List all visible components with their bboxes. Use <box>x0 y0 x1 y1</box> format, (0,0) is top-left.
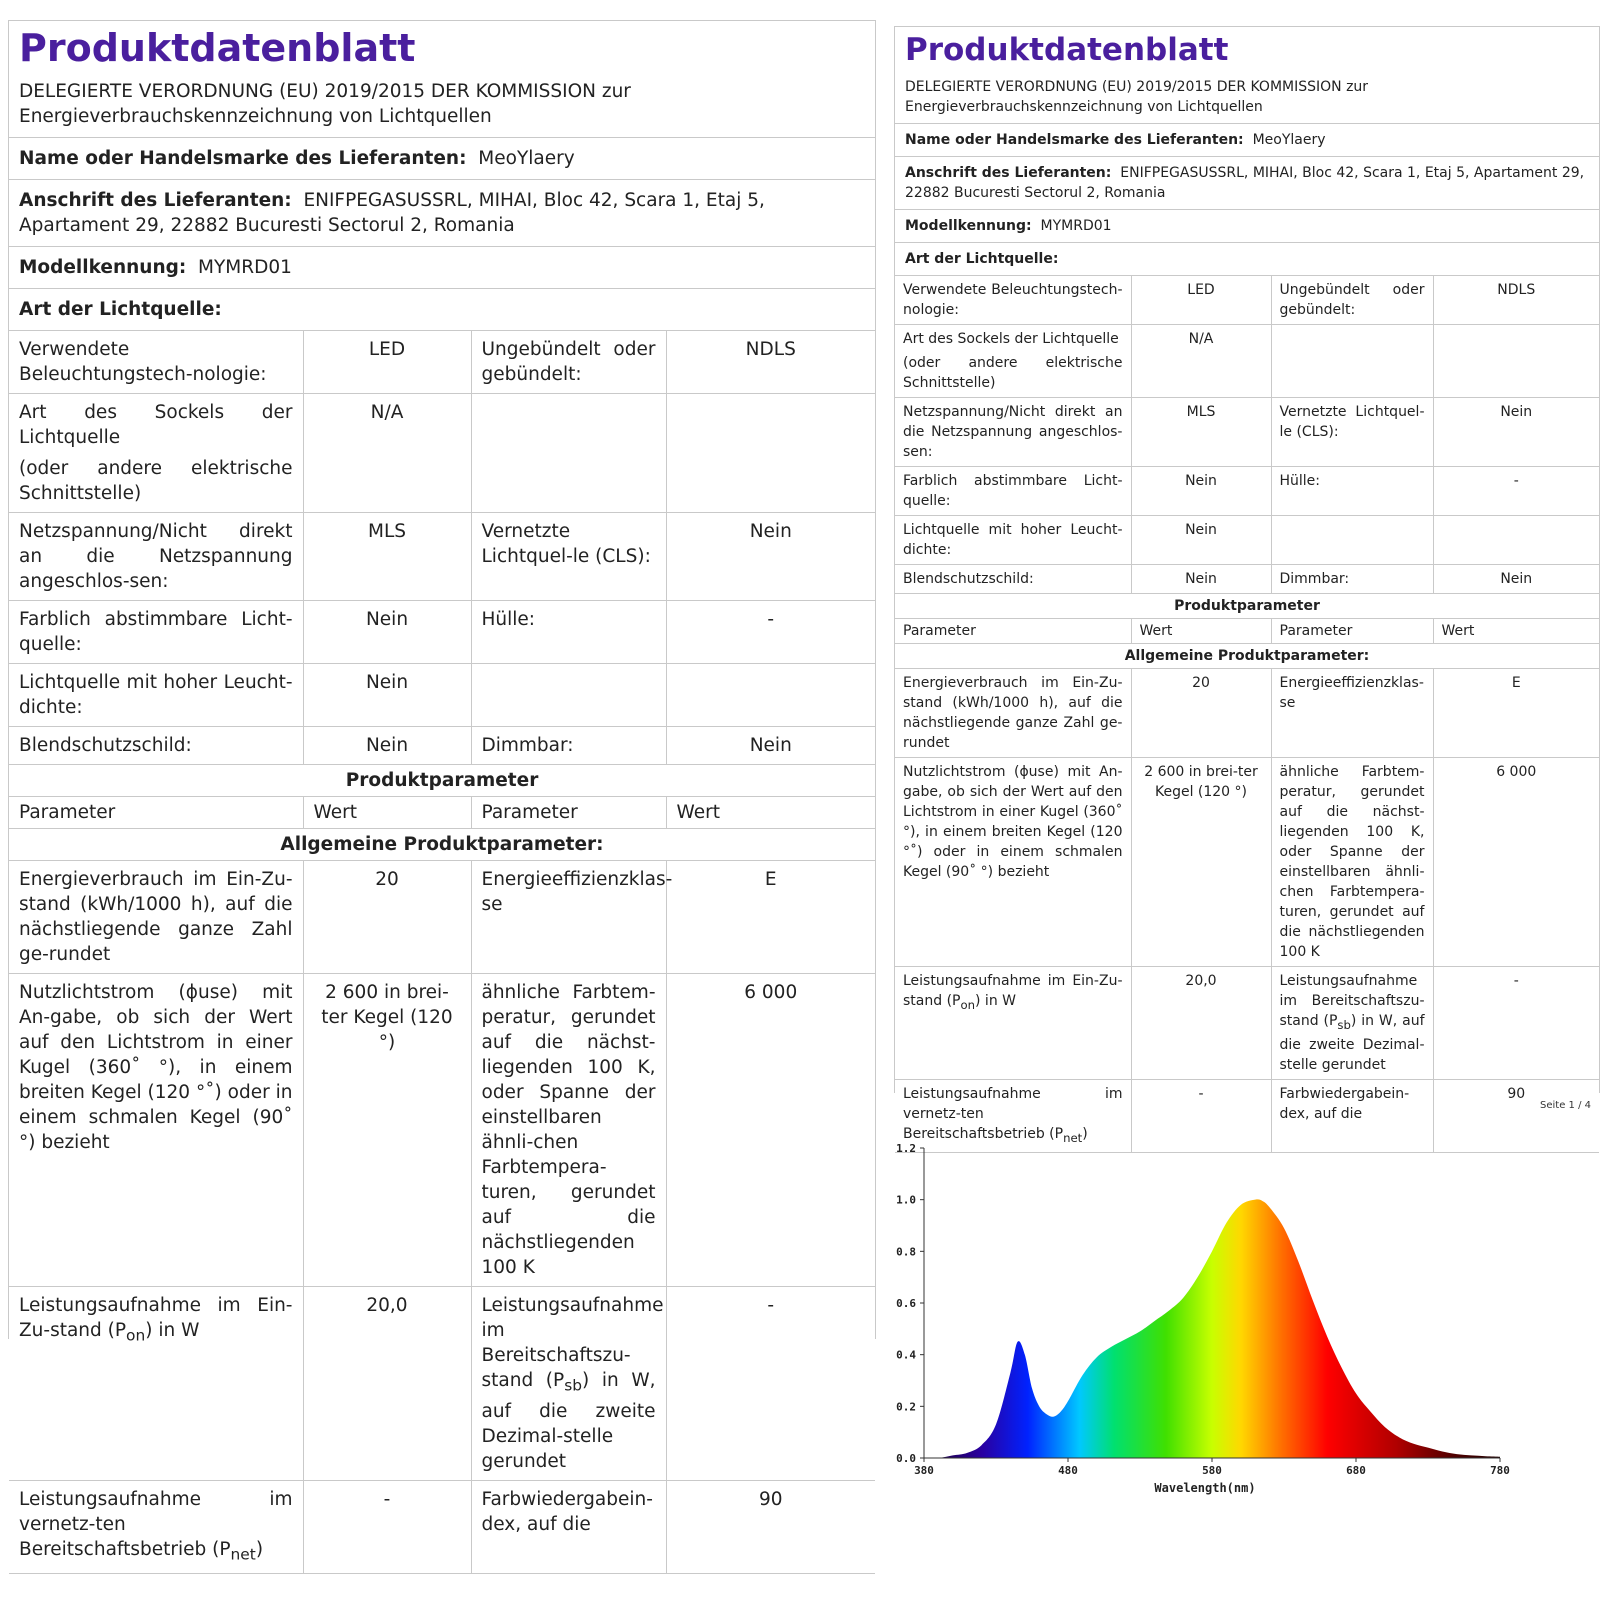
model-row <box>9 246 875 288</box>
spectrum-area <box>924 1199 1500 1458</box>
cell-text: ) <box>255 1538 264 1560</box>
table-cell: Nein <box>1433 565 1599 594</box>
table-cell: Netzspannung/Nicht direkt an die Netzspannung angeschlos-sen: <box>895 398 1131 467</box>
table-cell: Hülle: <box>1271 467 1433 516</box>
table-row <box>9 1480 875 1574</box>
table-cell: Farblich abstimmbare Licht-quelle: <box>9 601 303 664</box>
cell-line: (oder andere elektrische Schnittstelle) <box>19 458 293 504</box>
table-cell: Blendschutzschild: <box>9 727 303 765</box>
table-cell <box>1271 967 1433 1080</box>
table-cell: - <box>666 1287 875 1481</box>
address-row <box>9 179 875 246</box>
table-cell: Energieeffizienzklas-se <box>471 861 666 974</box>
column-header: Parameter <box>9 797 303 829</box>
table-cell: Blendschutzschild: <box>895 565 1131 594</box>
subscript: net <box>230 1545 256 1564</box>
cell-line: Art des Sockels der Lichtquelle <box>903 331 1119 347</box>
table-cell: 20,0 <box>1131 967 1271 1080</box>
x-axis-label: Wavelength(nm) <box>1154 1481 1256 1495</box>
table-cell <box>9 1480 303 1574</box>
column-header: Wert <box>1131 619 1271 644</box>
subscript: net <box>1063 1130 1083 1145</box>
table-cell: Nein <box>303 664 471 727</box>
x-tick-label: 480 <box>1058 1464 1078 1477</box>
table-cell <box>1433 325 1599 398</box>
cell-text: ) <box>1082 1125 1088 1142</box>
spectrum-chart-svg <box>880 1140 1580 1540</box>
section-heading: Allgemeine Produktparameter: <box>895 644 1599 669</box>
table-cell: Farblich abstimmbare Licht-quelle: <box>895 467 1131 516</box>
supplier-label: Name oder Handelsmarke des Lieferanten: <box>905 132 1244 148</box>
table-cell: E <box>1433 669 1599 758</box>
supplier-value: MeoYlaery <box>1252 132 1326 148</box>
column-header: Parameter <box>1271 619 1433 644</box>
table-cell: Farbwiedergabein-dex, auf die <box>471 1480 666 1574</box>
cell-text: Leistungsaufnahme im Bereitschaftszu-stand (P <box>481 1295 664 1391</box>
y-tick-label: 1.0 <box>896 1193 916 1207</box>
address-row <box>895 156 1599 209</box>
table-row <box>895 594 1599 619</box>
table-cell: Energieeffizienzklas-se <box>1271 669 1433 758</box>
table-cell: 6 000 <box>1433 758 1599 967</box>
table-cell <box>9 1287 303 1481</box>
datasheet-large <box>8 20 876 1564</box>
cell-line: Art des Sockels der Lichtquelle <box>19 402 293 448</box>
table-cell <box>1433 516 1599 565</box>
table-cell: Energieverbrauch im Ein-Zu-stand (kWh/1000 h), auf die nächstliegende ganze Zahl ge-rundet <box>895 669 1131 758</box>
address-value: ENIFPEGASUSSRL, MIHAI, Bloc 42, Scara 1, Etaj 5, Apartament 29, 22882 Bucuresti Sectorul 2, Romania <box>19 190 765 236</box>
table-cell: Verwendete Beleuchtungstech-nologie: <box>895 276 1131 325</box>
section-heading: Produktparameter <box>895 594 1599 619</box>
subscript: sb <box>564 1376 582 1395</box>
table-cell: Nein <box>303 601 471 664</box>
table-row <box>9 861 875 974</box>
table-header-row <box>9 797 875 829</box>
table-cell: 2 600 in brei-ter Kegel (120 °) <box>1131 758 1271 967</box>
table-cell <box>895 967 1131 1080</box>
cell-text: Leistungsaufnahme im vernetz-ten Bereitschaftsbetrieb (P <box>19 1488 293 1560</box>
table-cell: Nein <box>1131 565 1271 594</box>
table-row <box>895 967 1599 1080</box>
table-cell: 20 <box>303 861 471 974</box>
table-row <box>9 331 875 394</box>
table-row <box>9 765 875 797</box>
x-tick-label: 780 <box>1490 1464 1510 1477</box>
table-cell: ähnliche Farbtem-peratur, gerundet auf die nächst-liegenden 100 K, oder Spanne der einstellbaren ähnli-chen Farbtempera-turen, gerundet auf die nächstliegenden 100 K <box>1271 758 1433 967</box>
cell-text: ) in W <box>145 1320 200 1341</box>
spec-table <box>9 330 875 1574</box>
model-row <box>895 209 1599 242</box>
table-cell: 2 600 in brei-ter Kegel (120 °) <box>303 974 471 1287</box>
table-cell: MLS <box>1131 398 1271 467</box>
table-cell: Netzspannung/Nicht direkt an die Netzspannung angeschlos-sen: <box>9 513 303 601</box>
table-row <box>895 467 1599 516</box>
table-cell: NDLS <box>666 331 875 394</box>
table-row <box>895 398 1599 467</box>
table-cell: Nein <box>666 513 875 601</box>
supplier-row <box>895 123 1599 156</box>
table-cell <box>666 394 875 513</box>
table-cell: Vernetzte Lichtquel-le (CLS): <box>471 513 666 601</box>
light-type-heading: Art der Lichtquelle: <box>9 288 875 330</box>
table-cell: E <box>666 861 875 974</box>
table-cell: Ungebündelt oder gebündelt: <box>1271 276 1433 325</box>
cell-line: (oder andere elektrische Schnittstelle) <box>903 355 1123 391</box>
y-tick-label: 0.0 <box>896 1452 916 1465</box>
table-cell <box>9 394 303 513</box>
table-cell: MLS <box>303 513 471 601</box>
table-cell: Nein <box>1131 467 1271 516</box>
supplier-row <box>9 137 875 179</box>
table-header-row <box>895 619 1599 644</box>
table-cell: - <box>666 601 875 664</box>
table-cell <box>895 325 1131 398</box>
table-cell: 90 <box>1433 1079 1599 1152</box>
table-cell <box>1271 516 1433 565</box>
cell-text: Leistungsaufnahme im vernetz-ten Bereitschaftsbetrieb (P <box>903 1085 1123 1142</box>
table-cell: - <box>1433 467 1599 516</box>
cell-text: ) in W, auf die zweite Dezimal-stelle gerundet <box>1279 1013 1425 1073</box>
table-cell: - <box>1131 1079 1271 1152</box>
y-tick-label: 0.2 <box>896 1400 916 1414</box>
model-label: Modellkennung: <box>905 218 1032 234</box>
y-tick-label: 0.4 <box>896 1348 916 1362</box>
x-tick-label: 380 <box>914 1464 934 1477</box>
model-value: MYMRD01 <box>198 257 292 278</box>
table-cell: Dimmbar: <box>471 727 666 765</box>
table-cell <box>471 394 666 513</box>
table-row <box>895 758 1599 967</box>
table-cell: N/A <box>303 394 471 513</box>
table-cell: Verwendete Beleuchtungstech-nologie: <box>9 331 303 394</box>
plot-area <box>896 1142 1510 1477</box>
cell-text: Leistungsaufnahme im Ein-Zu-stand (P <box>19 1295 293 1341</box>
table-cell: Lichtquelle mit hoher Leucht-dichte: <box>895 516 1131 565</box>
cell-text: ) in W, auf die zweite Dezimal-stelle gerundet <box>481 1370 656 1472</box>
table-row <box>895 644 1599 669</box>
table-cell: - <box>303 1480 471 1574</box>
table-cell: ähnliche Farbtem-peratur, gerundet auf die nächst-liegenden 100 K, oder Spanne der einstellbaren ähnli-chen Farbtempera-turen, gerundet auf die nächstliegenden 100 K <box>471 974 666 1287</box>
spec-table <box>895 275 1599 1153</box>
x-tick-label: 580 <box>1202 1464 1222 1477</box>
y-tick-label: 0.6 <box>896 1297 916 1310</box>
table-row <box>895 565 1599 594</box>
table-cell <box>666 664 875 727</box>
table-row <box>895 516 1599 565</box>
table-row <box>895 669 1599 758</box>
column-header: Wert <box>666 797 875 829</box>
subscript: on <box>126 1326 146 1345</box>
table-cell: Dimmbar: <box>1271 565 1433 594</box>
table-cell: Lichtquelle mit hoher Leucht-dichte: <box>9 664 303 727</box>
table-row <box>9 394 875 513</box>
cell-text: Leistungsaufnahme im Bereitschaftszu-stand (P <box>1279 973 1425 1029</box>
address-label: Anschrift des Lieferanten: <box>19 190 292 211</box>
model-label: Modellkennung: <box>19 257 187 278</box>
table-cell: Nein <box>303 727 471 765</box>
table-cell: Nein <box>1433 398 1599 467</box>
column-header: Wert <box>303 797 471 829</box>
table-cell: N/A <box>1131 325 1271 398</box>
table-cell: Ungebündelt oder gebündelt: <box>471 331 666 394</box>
table-row <box>9 829 875 861</box>
address-value: ENIFPEGASUSSRL, MIHAI, Bloc 42, Scara 1, Etaj 5, Apartament 29, 22882 Bucuresti Sectorul 2, Romania <box>905 165 1585 201</box>
section-heading: Produktparameter <box>9 765 875 797</box>
light-type-heading: Art der Lichtquelle: <box>895 242 1599 275</box>
supplier-label: Name oder Handelsmarke des Lieferanten: <box>19 148 467 169</box>
table-cell: 20,0 <box>303 1287 471 1481</box>
table-cell <box>471 664 666 727</box>
table-row <box>9 727 875 765</box>
table-cell: - <box>1433 967 1599 1080</box>
supplier-value: MeoYlaery <box>478 148 575 169</box>
subscript: on <box>960 997 976 1012</box>
table-cell: 6 000 <box>666 974 875 1287</box>
table-row <box>9 664 875 727</box>
table-row <box>895 276 1599 325</box>
table-cell: Nein <box>666 727 875 765</box>
table-cell: 20 <box>1131 669 1271 758</box>
table-cell: Vernetzte Lichtquel-le (CLS): <box>1271 398 1433 467</box>
table-cell: Nutzlichtstrom (ϕuse) mit An-gabe, ob sich der Wert auf den Lichtstrom in einer Kugel (360˚ °), in einem breiten Kegel (120 °˚) oder in einem schmalen Kegel (90˚ °) bezieht <box>9 974 303 1287</box>
table-cell: Hülle: <box>471 601 666 664</box>
column-header: Wert <box>1433 619 1599 644</box>
y-tick-label: 0.8 <box>896 1245 916 1259</box>
table-cell <box>471 1287 666 1481</box>
model-value: MYMRD01 <box>1040 218 1112 234</box>
page-number: Seite 1 / 4 <box>1540 1100 1591 1111</box>
spectrum-chart <box>880 1140 1580 1540</box>
y-tick-label: 1.2 <box>896 1142 916 1155</box>
table-cell: Energieverbrauch im Ein-Zu-stand (kWh/1000 h), auf die nächstliegende ganze Zahl ge-rundet <box>9 861 303 974</box>
address-label: Anschrift des Lieferanten: <box>905 165 1112 181</box>
table-cell: LED <box>1131 276 1271 325</box>
regulation-text: DELEGIERTE VERORDNUNG (EU) 2019/2015 DER KOMMISSION zur Energieverbrauchskennzeichnung von Lichtquellen <box>905 79 1369 115</box>
cell-text: ) in W <box>975 993 1016 1009</box>
x-tick-label: 680 <box>1346 1464 1366 1477</box>
page-title: Produktdatenblatt <box>905 32 1229 68</box>
section-heading: Allgemeine Produktparameter: <box>9 829 875 861</box>
table-row <box>9 1287 875 1481</box>
table-row <box>895 325 1599 398</box>
page-title: Produktdatenblatt <box>19 26 416 70</box>
table-cell: Farbwiedergabein-dex, auf die <box>1271 1079 1433 1152</box>
table-cell: NDLS <box>1433 276 1599 325</box>
cell-text: Leistungsaufnahme im Ein-Zu-stand (P <box>903 973 1123 1009</box>
regulation-text: DELEGIERTE VERORDNUNG (EU) 2019/2015 DER KOMMISSION zur Energieverbrauchskennzeichnung von Lichtquellen <box>19 81 631 127</box>
subscript: sb <box>1337 1017 1351 1032</box>
table-row <box>9 974 875 1287</box>
table-row <box>9 601 875 664</box>
table-cell: 90 <box>666 1480 875 1574</box>
table-cell: LED <box>303 331 471 394</box>
column-header: Parameter <box>471 797 666 829</box>
column-header: Parameter <box>895 619 1131 644</box>
table-cell <box>1271 325 1433 398</box>
table-cell: Nutzlichtstrom (ϕuse) mit An-gabe, ob sich der Wert auf den Lichtstrom in einer Kugel (360˚ °), in einem breiten Kegel (120 °˚) oder in einem schmalen Kegel (90˚ °) bezieht <box>895 758 1131 967</box>
table-cell: Nein <box>1131 516 1271 565</box>
table-row <box>9 513 875 601</box>
